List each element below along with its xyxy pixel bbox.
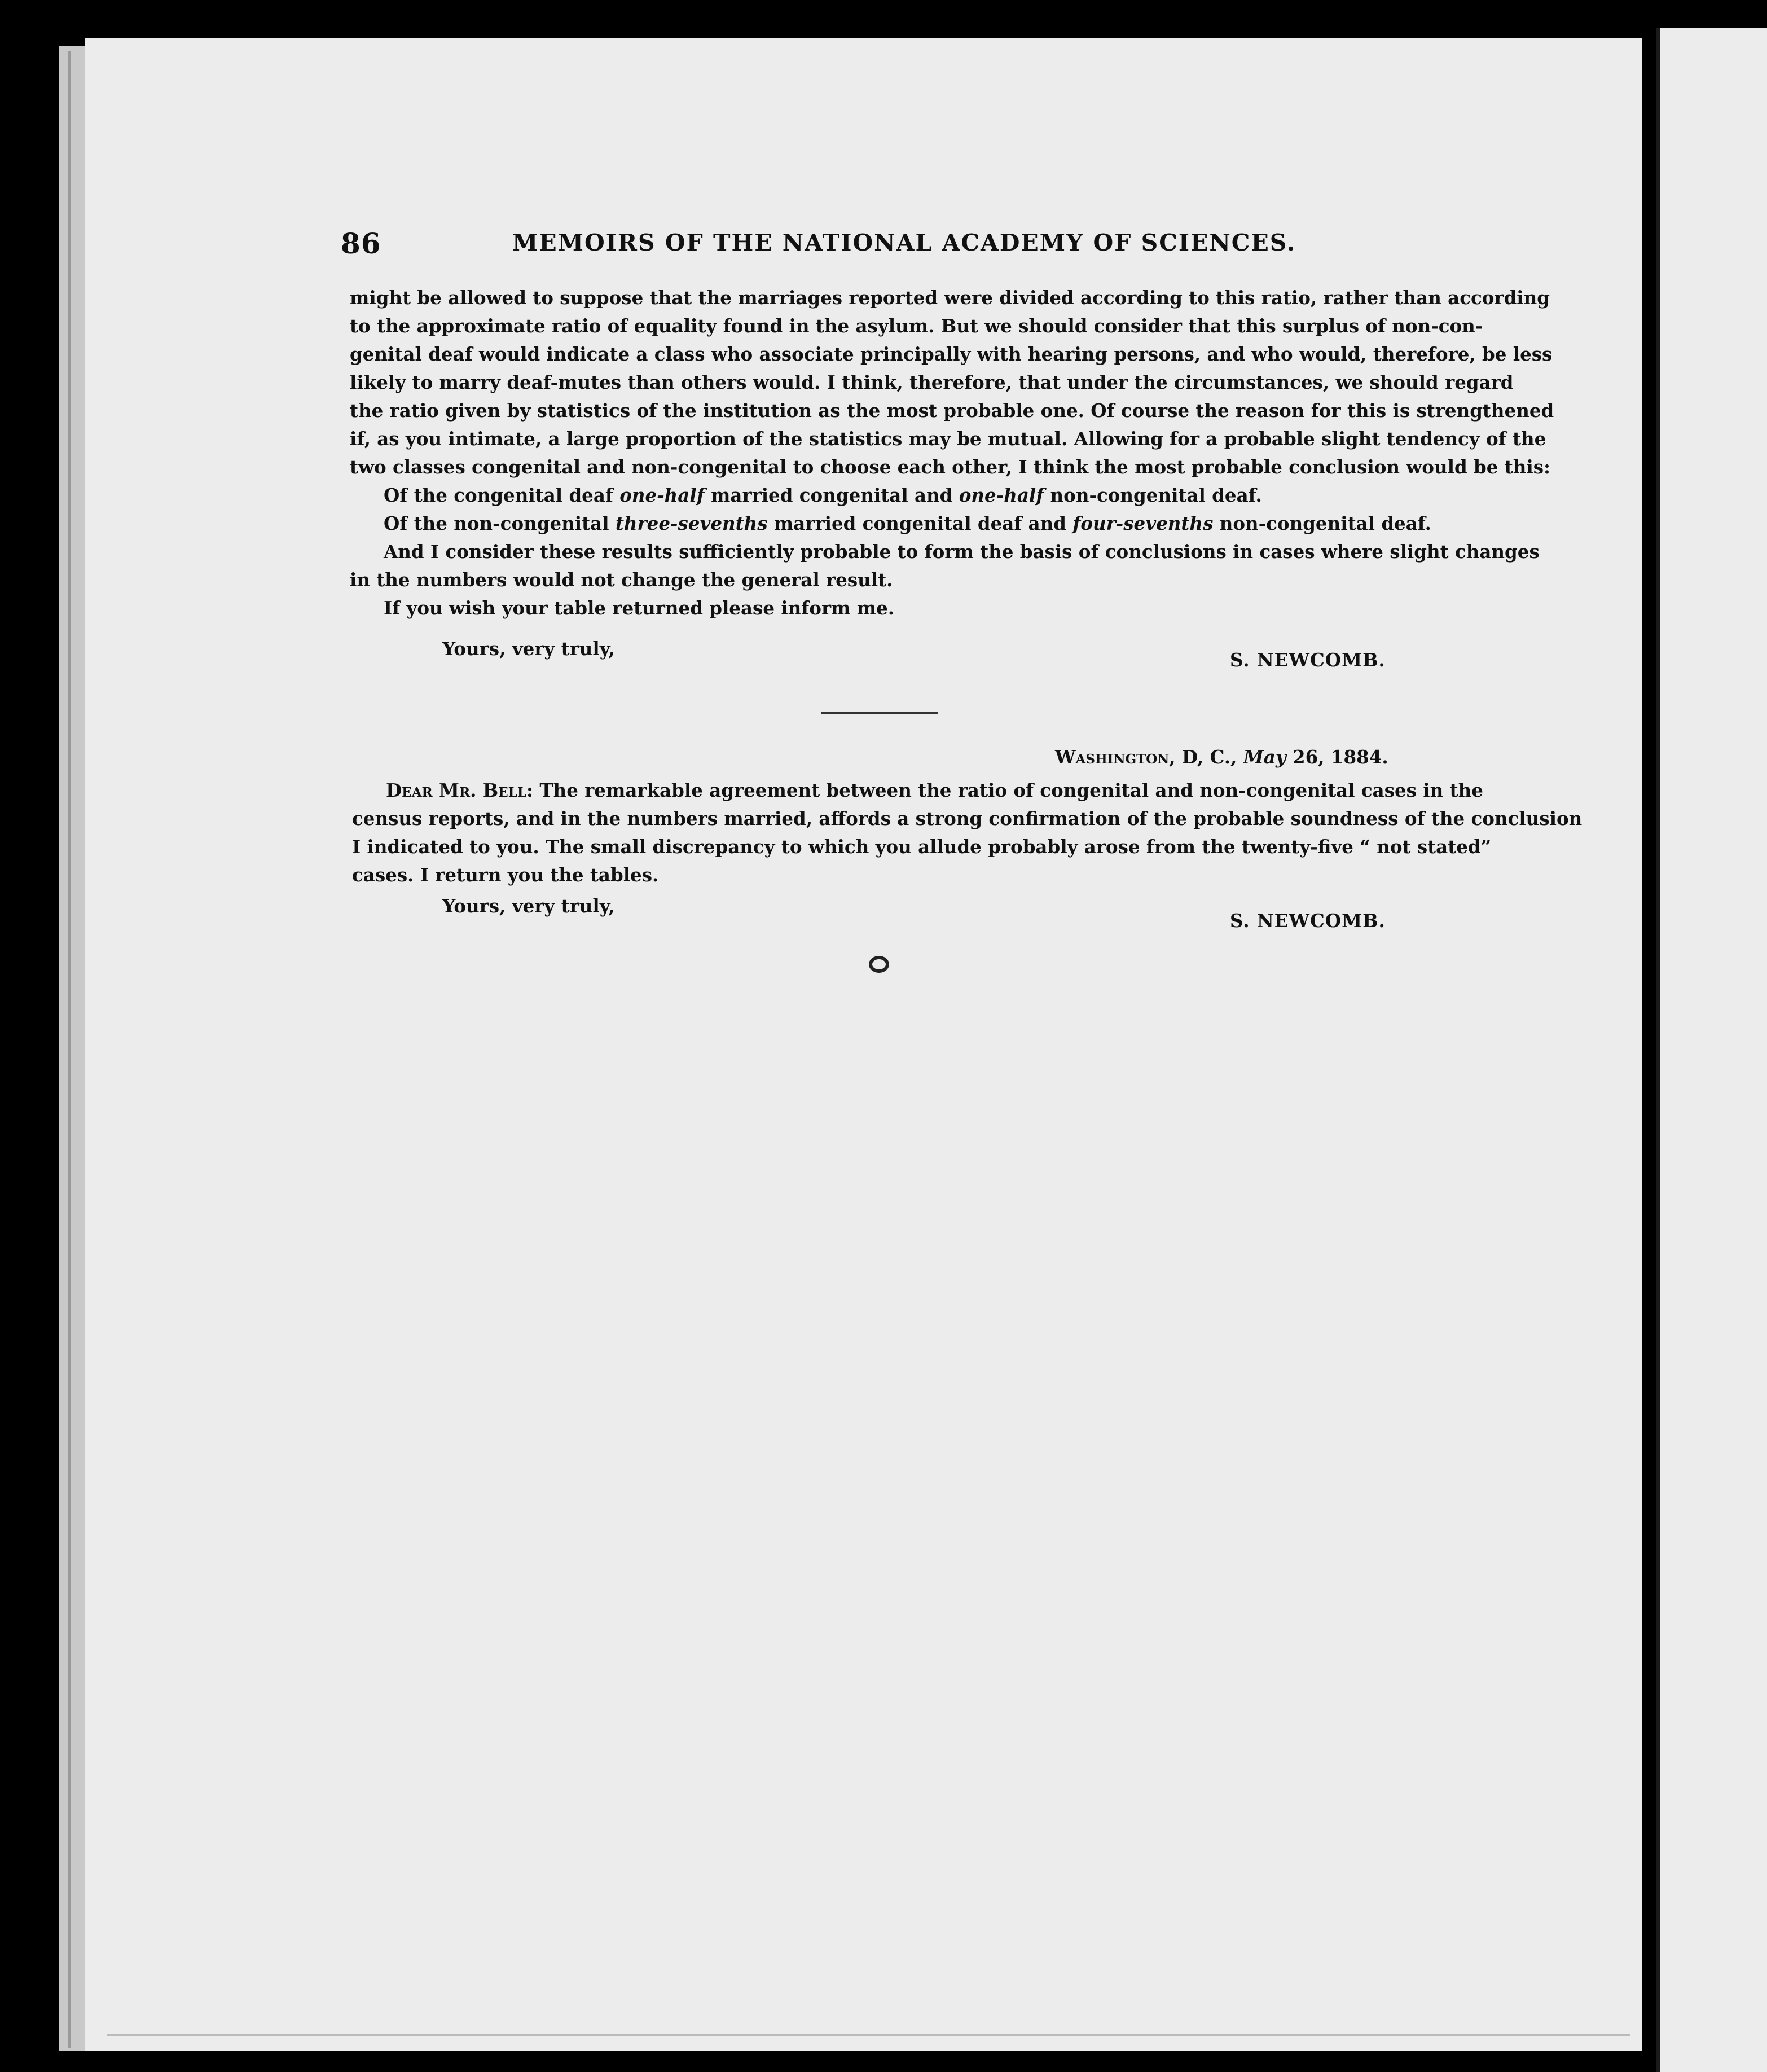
page-number: 86 [341, 227, 381, 260]
text-line: likely to marry deaf-mutes than others would. I think, therefore, that under the circumstances, we should regard [350, 371, 1514, 393]
text-line: And I consider these results sufficiently probable to form the basis of conclusions in cases where slight changes [384, 541, 1540, 563]
dateline-place: Washington, D, C., [1055, 746, 1243, 768]
text-line: to the approximate ratio of equality found in the asylum. But we should consider that this surplus of non-con- [350, 315, 1483, 337]
italic-fraction: three-sevenths [615, 512, 768, 534]
text-run: non-congenital deaf. [1213, 512, 1431, 534]
conclusion-non-congenital [350, 510, 1431, 538]
text-line: if, as you intimate, a large proportion of the statistics may be mutual. Allowing for a probable slight tendency of the [350, 428, 1546, 450]
text-line: I indicated to you. The small discrepancy to which you allude probably arose from the twenty-five “ not stated” [352, 836, 1492, 858]
letter-2-closing: Yours, very truly, [442, 895, 615, 917]
page-binding-line [68, 51, 71, 2048]
italic-fraction: one-half [619, 484, 705, 506]
dateline-date: 26, 1884. [1286, 746, 1388, 768]
text-line: in the numbers would not change the general result. [350, 569, 893, 591]
page-header [341, 227, 1296, 261]
text-line: the ratio given by statistics of the institution as the most probable one. Of course the reason for this is strengthened [350, 400, 1554, 422]
text-line: census reports, and in the numbers married, affords a strong confirmation of the probable soundness of the conclusion [352, 807, 1583, 829]
letter-2-dateline [1055, 746, 1388, 768]
conclusion-congenital [350, 481, 1410, 510]
text-run: Of the non-congenital [384, 512, 616, 534]
italic-fraction: four-sevenths [1072, 512, 1214, 534]
running-head: MEMOIRS OF THE NATIONAL ACADEMY OF SCIENCES. [512, 229, 1296, 256]
italic-fraction: one-half [959, 484, 1044, 506]
dateline-month: May [1243, 746, 1286, 768]
text-run: married congenital deaf and [767, 512, 1073, 534]
text-run: The remarkable agreement between the ratio of congenital and non-congenital cases in the [533, 779, 1483, 801]
letter-1-body [350, 284, 1554, 622]
letter-1-signature: S. NEWCOMB. [1230, 649, 1386, 671]
text-run: Of the congenital deaf [384, 484, 620, 506]
text-run: non-congenital deaf. [1044, 484, 1262, 506]
facing-page-edge [1656, 28, 1767, 2072]
letter-2-body [352, 776, 1583, 889]
end-ornament [869, 956, 889, 973]
text-line: If you wish your table returned please inform me. [384, 597, 895, 619]
page-bottom-edge [107, 2034, 1630, 2036]
salutation-line [352, 776, 1483, 805]
letter-2-signature: S. NEWCOMB. [1230, 910, 1386, 932]
text-line: two classes congenital and non-congenital to choose each other, I think the most probable conclusion would be this: [350, 456, 1550, 478]
text-line: genital deaf would indicate a class who associate principally with hearing persons, and who would, therefore, be less [350, 343, 1553, 365]
text-line: cases. I return you the tables. [352, 864, 659, 886]
letter-1-closing: Yours, very truly, [442, 638, 615, 660]
text-run: married congenital and [704, 484, 959, 506]
salutation: Dear Mr. Bell: [386, 779, 534, 801]
text-line: might be allowed to suppose that the marriages reported were divided according to this ratio, rather than according [350, 287, 1550, 309]
section-divider [821, 712, 938, 714]
